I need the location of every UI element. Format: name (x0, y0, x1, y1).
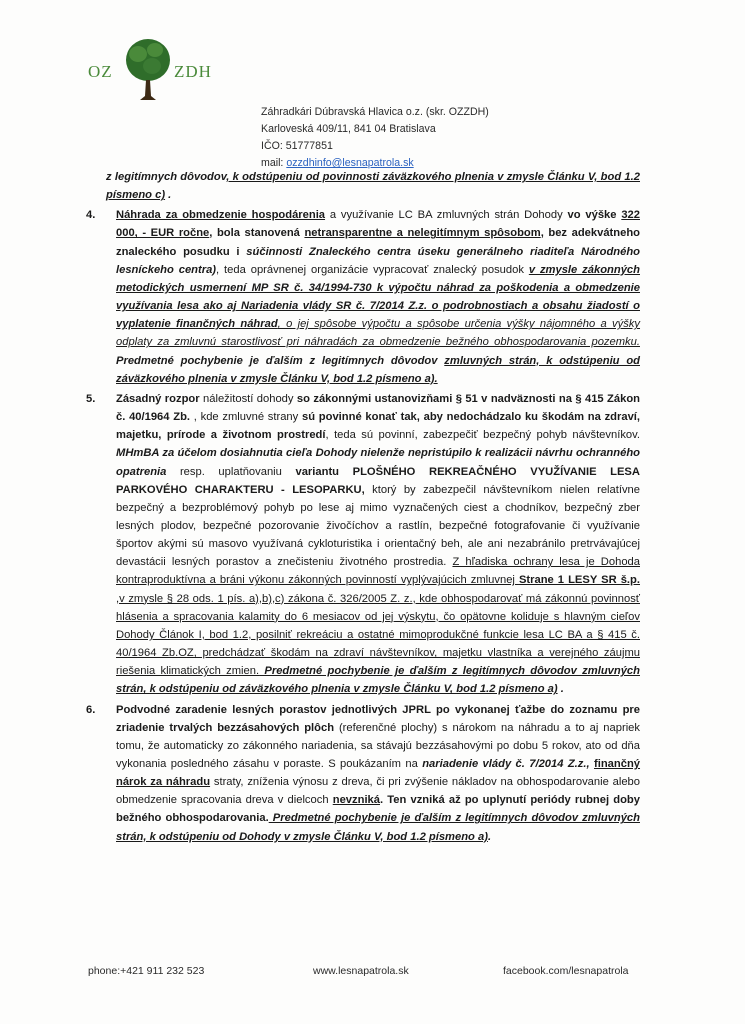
text-run: Z hľadiska ochrany lesa je Dohoda kontraproduktívna a bráni výkonu zákonných povinností vyplývajúcich zmluvnej (116, 556, 640, 587)
footer-website[interactable]: www.lesnapatrola.sk (313, 965, 409, 977)
text-run: 322 000, - EUR ročne (116, 209, 640, 240)
text-run: finančný nárok za náhradu (116, 758, 641, 789)
list-item-6 (86, 701, 641, 846)
text-run: súčinnosti Znaleckého centra úseku generálneho riaditeľa Národného lesníckeho centra) (116, 245, 640, 276)
text-run: MHmBA za účelom dosiahnutia cieľa Dohody nielenže nepristúpilo k realizácii návrhu ochranného opatrenia (116, 447, 640, 478)
text-run: Predmetné pochybenie je ďalším z legitímnych dôvodov zmluvných strán, k odstúpeniu od Dohody v zmysle Článku V, bod 1.2 písmeno a) (116, 812, 640, 843)
logo-right-text: ZDH (174, 62, 212, 81)
text-run: resp. uplatňovaniu (166, 465, 296, 478)
text-run: nevzniká (332, 794, 380, 807)
text-run: , teda sú povinní, zabezpečiť bezpečný pohyb návštevníkov. (325, 429, 641, 442)
document-body (86, 168, 641, 846)
text-run: . Ten vzniká až po uplynutí periódy rubnej doby bežného obhospodarovania. (116, 794, 640, 825)
text-run: náležitostí dohody (199, 392, 297, 405)
text-run: v zmysle zákonných metodických usmernení MP SR č. 34/1994-730 k výpočtu náhrad za poškodenia a obmedzenie využívania lesa ako aj Nariadenia vlády SR č. 7/2014 Z.z. o podrobnostiach a obsahu žiadostí o vyplatenie finančných náhrad (116, 263, 640, 331)
text-run: straty, zníženia výnosu z dreva, či pri zvýšenie nákladov na obhospodarovanie alebo obmedzenie spracovania dreva v dielcoch (116, 776, 640, 807)
footer-phone: phone:+421 911 232 523 (88, 965, 205, 977)
list-number: 4. (86, 209, 96, 222)
text-run: . (165, 189, 172, 202)
text-run: . (557, 683, 564, 696)
text-run: , o jej spôsobe výpočtu a spôsobe určenia výšky nájomného a výšky odplaty za zmluvnú starostlivosť pri náhradách za obmedzenie bežného obhospodarovania pozemku. (116, 318, 641, 349)
text-run: z legitímnych dôvodov (106, 171, 227, 183)
text-run: ,v zmysle § 28 ods. 1 pís. a),b),c) zákona č. 326/2005 Z. z., kde obhospodarovať má zákonnú povinnosť hlásenia a spracovania kalamity do 6 mesiacov od jej výskytu, čo opätovne koliduje s hlavným cieľov Dohody Článok I, bod 1.2, posilniť rekreáciu a ostatné mimoprodukčné funkcie lesa LC BA a § 415 č. 40/1964 Zb.OZ, predchádzať škodám na zdraví návštevníkov, majetku vlastníka a verejného záujmu riešenia klimatických zmien. (116, 592, 640, 678)
tree-icon (122, 36, 174, 102)
text-run: variantu PLOŠNÉHO REKREAČNÉHO VYUŽÍVANIE LESA PARKOVÉHO CHARAKTERU - LESOPARKU, (116, 465, 640, 496)
text-run: (referenčné plochy) s nárokom na náhradu a to aj napriek tomu, že automaticky zo zákonného nariadenia, sa stávajú bezzásahovými po dobu 5 rokov, ato od dňa vykonania posledného zásahu v poraste. S poukázaním na (116, 721, 640, 770)
text-run: so zákonnými ustanovizňami § 51 v nadväznosti na § 415 Zákon č. 40/1964 Zb. (116, 392, 640, 424)
text-run: , kde zmluvné strany (190, 411, 302, 424)
text-run: . (487, 830, 492, 843)
text-run: , k odstúpeniu od povinnosti záväzkového plnenia v zmysle Článku V, bod 1.2 písmeno c) (106, 171, 640, 202)
text-run: ktorý by zabezpečil návštevníkom nielen relatívne bezpečný a bezproblémový pohyb po lese aj mimo vyznačených ciest a chodníkov, bezpečný zber lesných plodov, bezpečné pozorovanie živočíchov a rastlín, bezpečné fotografovanie či využívanie športov akými sú masovo využívaná cykloturistika i orientačný beh, ale ani nezabránilo pretrvávajúcej devastácii lesných porastov a znečisteniu životného prostredia. (116, 483, 640, 569)
list-number: 5. (86, 392, 96, 405)
text-run: sú povinné konať tak, aby nedochádzalo ku škodám na zdraví, majetku, prírode a životnom prostredí (116, 411, 641, 442)
org-mail-label: mail: (261, 157, 287, 169)
text-run: , teda oprávnenej organizácie vypracovať znalecký posudok (216, 263, 529, 276)
footer-facebook[interactable]: facebook.com/lesnapatrola (503, 965, 629, 977)
org-address: Karloveská 409/11, 841 04 Bratislava (261, 123, 436, 135)
text-run: a využívanie LC BA zmluvných strán Dohody (325, 209, 568, 222)
org-name: Záhradkári Dúbravská Hlavica o.z. (skr. OZZDH) (261, 106, 489, 118)
org-mail-link[interactable]: ozzdhinfo@lesnapatrola.sk (286, 157, 414, 169)
text-run: Podvodné zaradenie lesných porastov jednotlivých JPRL po vykonanej ťažbe do zoznamu pre zriadenie trvalých bezzásahových plôch (116, 703, 640, 734)
list-item-4 (86, 206, 641, 388)
text-run: Zásadný rozpor (116, 392, 200, 405)
text-run: nariadenie vlády č. 7/2014 Z.z., (422, 758, 590, 770)
list-number: 6. (86, 703, 96, 716)
text-run: Predmetné pochybenie je ďalším z legitímnych dôvodov zmluvných strán, k odstúpeniu od záväzkového plnenia v zmysle Článku V, bod 1.2 písmeno a) (116, 665, 640, 696)
text-run: netransparentne a nelegitímnym spôsobom (304, 227, 541, 240)
paragraph-continuation (106, 168, 640, 204)
text-run: Predmetné pochybenie je ďalším z legitímnych dôvodov (116, 354, 445, 367)
text-run: vo výške (567, 209, 622, 222)
org-ico: IČO: 51777851 (261, 140, 333, 152)
organization-block (261, 104, 489, 172)
text-run: Náhrada za obmedzenie hospodárenia (116, 209, 326, 222)
text-run: , bola stanovená (209, 227, 305, 240)
logo-left-text: OZ (88, 62, 113, 81)
text-run: Strane 1 LESY SR š.p. (518, 574, 640, 587)
text-run: , bez adekvátneho znaleckého posudku i (116, 227, 640, 258)
text-run: zmluvných strán, k odstúpeniu od záväzkového plnenia v zmysle Článku V, bod 1.2 písmeno a). (116, 354, 640, 385)
logo (88, 36, 228, 106)
list-item-5 (86, 390, 641, 699)
